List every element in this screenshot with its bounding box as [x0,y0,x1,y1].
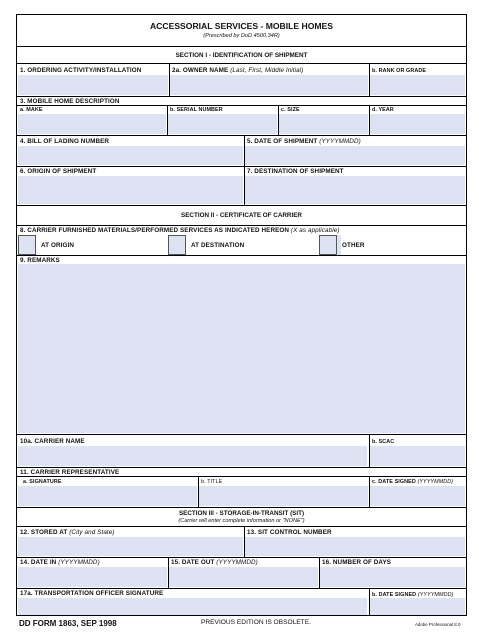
field-13-label: 13. SIT CONTROL NUMBER [247,529,332,536]
field-11c-label: c. DATE SIGNED (YYYYMMDD) [372,479,454,485]
carrier-title-field[interactable] [199,486,368,506]
field-17a-label: 17a. TRANSPORTATION OFFICER SIGNATURE [20,590,164,597]
field-7-label: 7. DESTINATION OF SHIPMENT [247,168,344,175]
scac-field[interactable] [370,446,465,466]
field-3a-label: a. MAKE [20,107,43,113]
section-1-header: SECTION I - IDENTIFICATION OF SHIPMENT [175,52,308,59]
bill-of-lading-field[interactable] [18,146,243,165]
divider [17,476,466,477]
field-8-hint: (X as applicable) [290,227,340,234]
divider [17,467,466,468]
field-3-label: 3. MOBILE HOME DESCRIPTION [20,98,120,105]
prescribed-by: (Prescribed by DoD 4500.34R) [203,33,280,39]
number-of-days-field[interactable] [320,567,465,587]
section-2-header: SECTION II - CERTIFICATE OF CARRIER [181,212,302,219]
carrier-date-signed-field[interactable] [370,486,465,506]
section-3-header: SECTION III - STORAGE-IN-TRANSIT (SIT) [178,510,305,517]
divider [17,588,466,589]
field-3b-label: b. SERIAL NUMBER [170,107,223,113]
carrier-signature-field[interactable] [18,486,197,506]
field-10b-label: b. SCAC [372,439,395,445]
adobe-version: Adobe Professional 8.0 [415,622,461,627]
field-1-label: 1. ORDERING ACTIVITY/INSTALLATION [20,67,142,74]
carrier-name-field[interactable] [18,446,367,466]
other-checkbox[interactable] [319,235,337,255]
form-number: DD FORM 1863, SEP 1998 [19,619,117,628]
field-14-label: 14. DATE IN (YYYYMMDD) [20,559,100,566]
divider [17,434,466,435]
field-10a-label: 10a. CARRIER NAME [20,438,85,445]
origin-field[interactable] [18,176,243,204]
date-out-field[interactable] [169,567,318,587]
rank-grade-field[interactable] [370,75,465,95]
dd-form-1863 [16,14,467,616]
divider [17,225,466,226]
field-14-hint: (YYYYMMDD) [58,559,100,566]
previous-edition-note: PREVIOUS EDITION IS OBSOLETE. [201,619,311,626]
destination-field[interactable] [245,176,465,204]
form-title: ACCESSORIAL SERVICES - MOBILE HOMES [149,21,334,31]
divider [17,105,466,106]
divider [17,205,466,206]
field-15-hint: (YYYYMMDD) [216,559,258,566]
field-3c-label: c. SIZE [281,107,300,113]
make-field[interactable] [18,114,166,134]
field-2a-hint: (Last, First, Middle Initial) [230,67,304,74]
size-field[interactable] [279,114,368,134]
field-6-label: 6. ORIGIN OF SHIPMENT [20,168,97,175]
field-15-label: 15. DATE OUT (YYYYMMDD) [171,559,258,566]
at-destination-label: AT DESTINATION [191,242,245,249]
other-label: OTHER [342,242,365,249]
field-3d-label: d. YEAR [372,107,394,113]
divider [17,96,466,97]
year-field[interactable] [370,114,465,134]
serial-number-field[interactable] [168,114,277,134]
field-11b-label: b. TITLE [201,479,223,485]
stored-at-field[interactable] [18,537,243,556]
officer-date-signed-field[interactable] [370,598,465,615]
field-5-label: 5. DATE OF SHIPMENT (YYYYMMDD) [247,138,361,145]
field-9-label: 9. REMARKS [20,257,60,264]
divider [17,507,466,508]
field-2a-label: 2a. OWNER NAME (Last, First, Middle Initial) [172,67,304,74]
section-3-subtitle: (Carrier will enter complete information or "NONE") [178,518,305,524]
field-17b-label: b. DATE SIGNED (YYYYMMDD) [372,592,454,598]
divider [17,63,466,64]
divider [17,255,466,256]
divider [17,166,466,167]
divider [17,557,466,558]
other-field[interactable] [337,235,341,255]
divider [17,46,466,47]
field-4-label: 4. BILL OF LADING NUMBER [20,138,110,145]
field-11c-hint: (YYYYMMDD) [417,479,454,485]
field-5-hint: (YYYYMMDD) [319,138,361,145]
ordering-activity-field[interactable] [18,75,168,95]
remarks-field[interactable] [18,264,465,433]
divider [17,526,466,527]
date-in-field[interactable] [18,567,167,587]
field-11-label: 11. CARRIER REPRESENTATIVE [20,469,120,476]
field-12-label: 12. STORED AT (City and State) [20,529,115,536]
date-of-shipment-field[interactable] [245,146,465,165]
owner-name-field[interactable] [170,75,368,95]
field-16-label: 16. NUMBER OF DAYS [322,559,392,566]
field-12-hint: (City and State) [69,529,115,536]
field-11a-label: a. SIGNATURE [23,479,62,485]
divider [17,135,466,136]
field-17b-hint: (YYYYMMDD) [417,592,454,598]
at-origin-checkbox[interactable] [18,235,36,255]
field-8-label: 8. CARRIER FURNISHED MATERIALS/PERFORMED SERVICES AS INDICATED HEREON (X as applicable) [20,227,340,234]
at-destination-checkbox[interactable] [168,235,186,255]
at-origin-label: AT ORIGIN [41,242,74,249]
field-2b-label: b. RANK OR GRADE [372,68,427,74]
sit-control-number-field[interactable] [245,537,465,556]
transportation-officer-signature-field[interactable] [18,598,367,615]
